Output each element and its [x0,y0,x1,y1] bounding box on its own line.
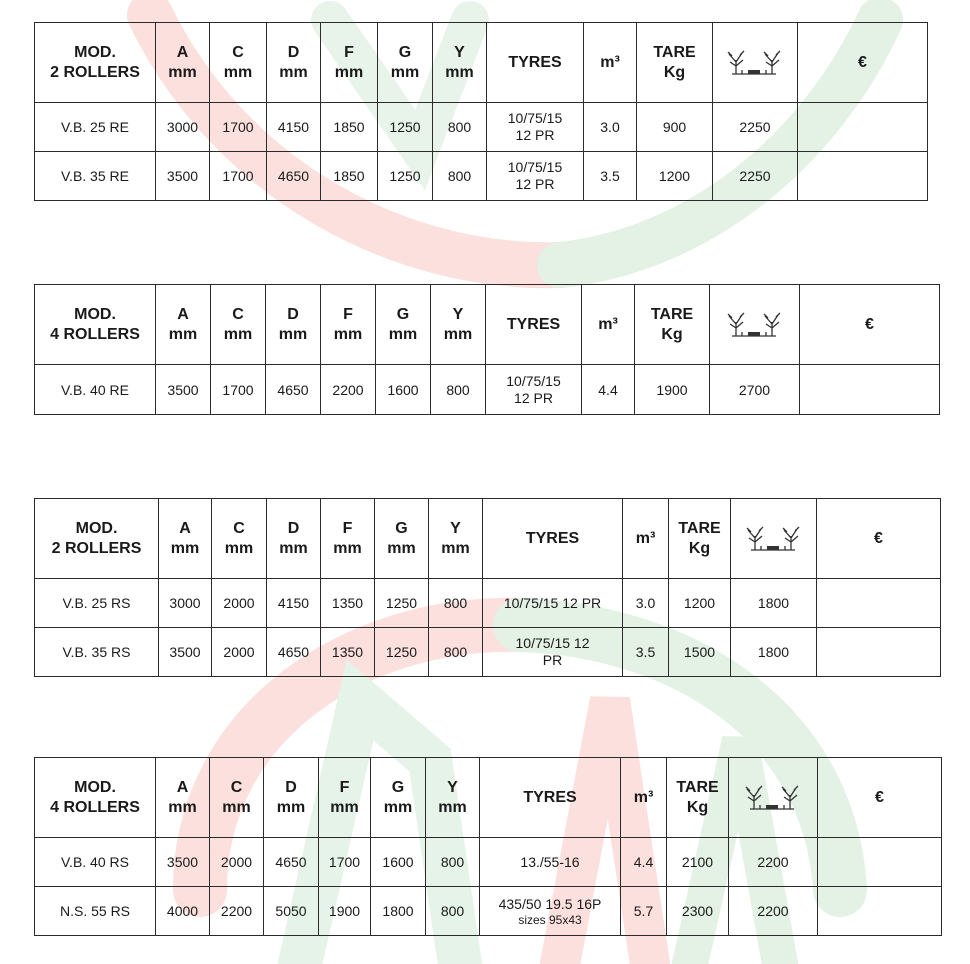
cell-c: 2200 [210,887,264,936]
header-y: Y mm [426,758,480,838]
cell-d: 5050 [264,887,319,936]
header-a: A mm [156,23,210,103]
cell-f: 1700 [319,838,371,887]
cell-y: 800 [426,887,480,936]
cell-volume: 3.5 [623,628,669,677]
header-volume: m³ [621,758,667,838]
spec-table-4-rollers-re [34,284,940,415]
cell-a: 3500 [156,838,210,887]
cell-tyres: 10/75/15 12 PR [487,152,584,201]
cell-price [798,103,928,152]
header-a: A mm [159,499,212,579]
cell-tare: 900 [637,103,713,152]
cell-a: 3500 [159,628,212,677]
spec-table-2-rollers-re [34,22,928,201]
cell-g: 1250 [375,628,429,677]
header-model: MOD. 2 ROLLERS [35,23,156,103]
cell-f: 1350 [321,628,375,677]
cell-model: V.B. 25 RS [35,579,159,628]
table-row [35,365,940,415]
table-row [35,103,928,152]
table-header-row [35,23,928,103]
header-d: D mm [266,285,321,365]
cell-a: 3500 [156,365,211,415]
row-spacing-trees-icon [724,48,786,78]
cell-tare: 1200 [637,152,713,201]
cell-tare: 2300 [667,887,729,936]
header-price: € [818,758,942,838]
header-model: MOD. 2 ROLLERS [35,499,159,579]
header-row-spacing [713,23,798,103]
cell-tyres: 10/75/15 12 PR [483,628,623,677]
cell-g: 1600 [376,365,431,415]
header-f: F mm [321,23,378,103]
header-tyres: TYRES [480,758,621,838]
cell-y: 800 [431,365,486,415]
row-spacing-trees-icon [724,310,786,340]
cell-f: 1850 [321,103,378,152]
header-d: D mm [267,23,321,103]
cell-g: 1250 [378,103,433,152]
header-y: Y mm [433,23,487,103]
cell-model: N.S. 55 RS [35,887,156,936]
cell-tyres: 10/75/15 12 PR [486,365,582,415]
cell-a: 3000 [156,103,210,152]
cell-a: 3500 [156,152,210,201]
cell-model: V.B. 35 RE [35,152,156,201]
header-row-spacing [729,758,818,838]
header-price: € [817,499,941,579]
tyre-size: 435/50 19.5 16P [498,895,602,912]
header-g: G mm [378,23,433,103]
cell-price [798,152,928,201]
cell-row-width: 1800 [731,628,817,677]
header-c: C mm [210,758,264,838]
cell-tare: 1200 [669,579,731,628]
cell-tyres: 10/75/15 12 PR [487,103,584,152]
cell-c: 2000 [212,579,267,628]
header-c: C mm [211,285,266,365]
header-row-spacing [710,285,800,365]
cell-c: 2000 [212,628,267,677]
cell-c: 2000 [210,838,264,887]
header-a: A mm [156,285,211,365]
header-c: C mm [210,23,267,103]
cell-y: 800 [429,628,483,677]
cell-model: V.B. 35 RS [35,628,159,677]
cell-row-width: 2700 [710,365,800,415]
cell-price [817,628,941,677]
header-tare: TARE Kg [637,23,713,103]
table-row [35,887,942,936]
cell-model: V.B. 25 RE [35,103,156,152]
cell-g: 1250 [378,152,433,201]
cell-y: 800 [433,152,487,201]
cell-d: 4650 [264,838,319,887]
spec-table-4-rollers-rs [34,757,942,936]
cell-model: V.B. 40 RS [35,838,156,887]
cell-d: 4150 [267,103,321,152]
cell-price [817,579,941,628]
header-tyres: TYRES [487,23,584,103]
cell-tare: 1900 [635,365,710,415]
table-header-row [35,758,942,838]
header-g: G mm [375,499,429,579]
cell-volume: 3.0 [584,103,637,152]
cell-price [818,887,942,936]
header-row-spacing [731,499,817,579]
cell-row-width: 2200 [729,887,818,936]
header-c: C mm [212,499,267,579]
header-y: Y mm [431,285,486,365]
tyre-note: sizes 95x43 [518,912,582,927]
header-model: MOD. 4 ROLLERS [35,758,156,838]
row-spacing-trees-icon [742,783,804,813]
cell-price [818,838,942,887]
cell-d: 4650 [267,152,321,201]
table-row [35,579,941,628]
header-volume: m³ [623,499,669,579]
cell-y: 800 [433,103,487,152]
cell-g: 1600 [371,838,426,887]
header-g: G mm [376,285,431,365]
cell-tare: 1500 [669,628,731,677]
header-f: F mm [321,285,376,365]
header-y: Y mm [429,499,483,579]
header-volume: m³ [582,285,635,365]
header-g: G mm [371,758,426,838]
header-f: F mm [321,499,375,579]
cell-row-width: 2200 [729,838,818,887]
cell-c: 1700 [210,152,267,201]
cell-a: 3000 [159,579,212,628]
header-f: F mm [319,758,371,838]
cell-tare: 2100 [667,838,729,887]
cell-d: 4150 [267,579,321,628]
cell-d: 4650 [267,628,321,677]
header-tare: TARE Kg [635,285,710,365]
cell-model: V.B. 40 RE [35,365,156,415]
table-header-row [35,499,941,579]
table-header-row [35,285,940,365]
header-d: D mm [267,499,321,579]
cell-price [800,365,940,415]
cell-f: 1850 [321,152,378,201]
table-row [35,628,941,677]
cell-y: 800 [426,838,480,887]
cell-volume: 5.7 [621,887,667,936]
cell-tyres [480,887,621,936]
cell-volume: 3.5 [584,152,637,201]
spec-table-2-rollers-rs [34,498,941,677]
cell-c: 1700 [210,103,267,152]
cell-volume: 3.0 [623,579,669,628]
cell-f: 1350 [321,579,375,628]
header-tyres: TYRES [483,499,623,579]
header-price: € [798,23,928,103]
cell-row-width: 1800 [731,579,817,628]
cell-a: 4000 [156,887,210,936]
header-d: D mm [264,758,319,838]
header-model: MOD. 4 ROLLERS [35,285,156,365]
cell-f: 2200 [321,365,376,415]
header-a: A mm [156,758,210,838]
header-tare: TARE Kg [669,499,731,579]
header-tare: TARE Kg [667,758,729,838]
cell-g: 1800 [371,887,426,936]
header-tyres: TYRES [486,285,582,365]
cell-row-width: 2250 [713,152,798,201]
cell-d: 4650 [266,365,321,415]
cell-volume: 4.4 [582,365,635,415]
row-spacing-trees-icon [743,524,805,554]
cell-volume: 4.4 [621,838,667,887]
header-price: € [800,285,940,365]
table-row [35,152,928,201]
header-volume: m³ [584,23,637,103]
cell-f: 1900 [319,887,371,936]
cell-y: 800 [429,579,483,628]
cell-row-width: 2250 [713,103,798,152]
cell-tyres: 13./55-16 [480,838,621,887]
cell-g: 1250 [375,579,429,628]
table-row [35,838,942,887]
cell-tyres: 10/75/15 12 PR [483,579,623,628]
cell-c: 1700 [211,365,266,415]
